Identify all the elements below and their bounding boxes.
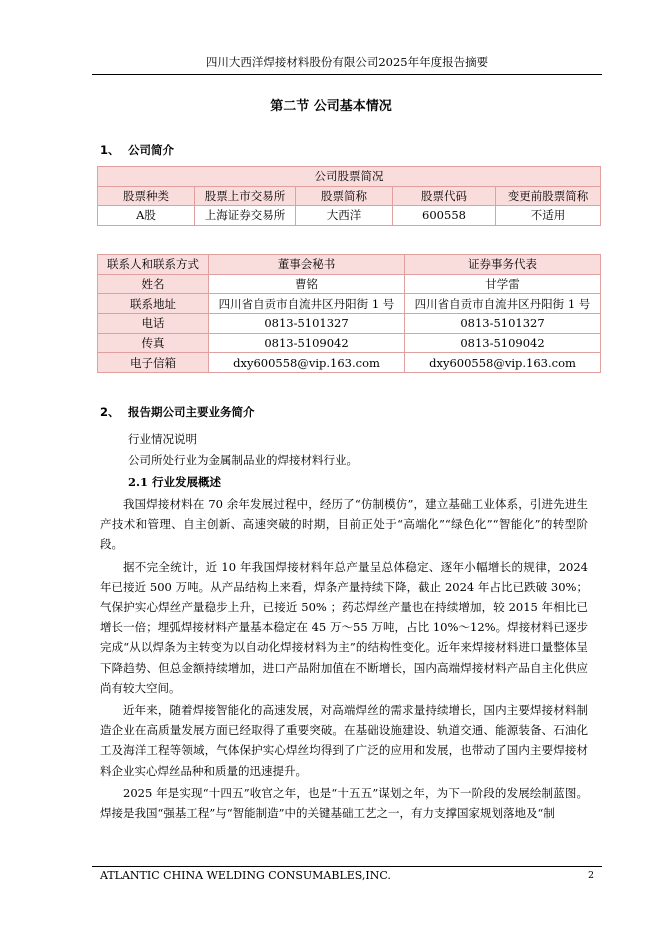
table-cell: 四川省自贡市自流井区丹阳街 1 号 (405, 294, 601, 314)
row-label: 电话 (98, 314, 209, 334)
table-row (98, 333, 601, 353)
table-cell: 0813-5101327 (405, 314, 601, 334)
row-label: 姓名 (98, 274, 209, 294)
heading-text: 报告期公司主要业务简介 (128, 405, 255, 419)
table-header-cell: 联系人和联系方式 (98, 255, 209, 275)
table-header-cell: 股票简称 (296, 186, 393, 206)
table-header-cell: 董事会秘书 (209, 255, 405, 275)
table-cell: dxy600558@vip.163.com (209, 353, 405, 373)
table-header-row (98, 255, 601, 275)
heading-number: 2、 (100, 405, 120, 419)
contact-table (97, 254, 601, 373)
table-header-cell: 变更前股票简称 (496, 186, 601, 206)
table-cell: dxy600558@vip.163.com (405, 353, 601, 373)
table-row (98, 274, 601, 294)
footer-company: ATLANTIC CHINA WELDING CONSUMABLES,INC. (100, 869, 391, 882)
industry-text: 公司所处行业为金属制品业的焊接材料行业。 (128, 453, 358, 467)
table-cell: 0813-5109042 (405, 333, 601, 353)
table-cell: 四川省自贡市自流井区丹阳街 1 号 (209, 294, 405, 314)
table-cell: 0813-5101327 (209, 314, 405, 334)
table-header-cell: 股票上市交易所 (195, 186, 296, 206)
table-cell: A股 (98, 206, 195, 226)
page-number: 2 (587, 870, 594, 881)
table-row (98, 206, 601, 226)
table-caption: 公司股票简况 (98, 167, 601, 187)
table-cell: 甘学雷 (405, 274, 601, 294)
row-label: 传真 (98, 333, 209, 353)
page-header: 四川大西洋焊接材料股份有限公司2025年年度报告摘要 (92, 54, 602, 75)
table-cell: 600558 (393, 206, 496, 226)
subsection-title: 2.1 行业发展概述 (128, 475, 222, 489)
row-label: 联系地址 (98, 294, 209, 314)
paragraph: 近年来，随着焊接智能化的高速发展，对高端焊丝的需求量持续增长，国内主要焊接材料制造企业在高质量发展方面已经取得了重要突破。在基础设施建设、轨道交通、能源装备、石油化工及海洋工程等领域，气体保护实心焊丝均得到了广泛的应用和发展，也带动了国内主要焊接材料企业实心焊丝品种和质量的迅速提升。 (100, 703, 588, 778)
table-cell: 不适用 (496, 206, 601, 226)
section-title: 第二节 公司基本情况 (270, 99, 392, 114)
stock-table (97, 166, 601, 226)
table-cell: 曹铭 (209, 274, 405, 294)
table-header-cell: 股票种类 (98, 186, 195, 206)
heading-text: 公司简介 (128, 143, 175, 157)
table-header-row (98, 186, 601, 206)
table-cell: 0813-5109042 (209, 333, 405, 353)
heading-main-business (100, 404, 255, 420)
footer-divider (92, 866, 602, 867)
table-caption-row (98, 167, 601, 187)
table-row (98, 353, 601, 373)
table-header-cell: 证券事务代表 (405, 255, 601, 275)
table-cell: 上海证券交易所 (195, 206, 296, 226)
body-text (100, 494, 588, 823)
heading-company-profile (100, 142, 174, 158)
row-label: 电子信箱 (98, 353, 209, 373)
industry-label: 行业情况说明 (128, 432, 197, 446)
heading-number: 1、 (100, 143, 120, 157)
table-header-cell: 股票代码 (393, 186, 496, 206)
paragraph: 2025 年是实现“十四五”收官之年，也是“十五五”谋划之年，为下一阶段的发展绘制蓝图。焊接是我国“强基工程”与“智能制造”中的关键基础工艺之一，有力支撑国家规划落地及“制 (100, 785, 588, 821)
table-cell: 大西洋 (296, 206, 393, 226)
paragraph: 据不完全统计，近 10 年我国焊接材料年总产量呈总体稳定、逐年小幅增长的规律，2024 年已接近 500 万吨。从产品结构上来看，焊条产量持续下降，截止 2024 年占比已跌破 30%；气保护实心焊丝产量稳步上升，已接近 50% ；药芯焊丝产量也在持续增加，较 2015 年相比已增长一倍；埋弧焊接材料产量基本稳定在 45 万～55 万吨，占比 10%～12%。焊接材料已逐步完成“从以焊条为主转变为以自动化焊接材料为主”的结构性变化。近年来焊接材料进口量整体呈下降趋势、但总金额持续增加，进口产品附加值在不断增长，国内高端焊接材料产品自主化供应尚有较大空间。 (100, 559, 588, 695)
table-row (98, 294, 601, 314)
table-row (98, 314, 601, 334)
paragraph: 我国焊接材料在 70 余年发展过程中，经历了“仿制模仿”，建立基础工业体系，引进先进生产技术和管理、自主创新、高速突破的时期，目前正处于“高端化”“绿色化”“智能化”的转型阶段。 (100, 497, 588, 552)
